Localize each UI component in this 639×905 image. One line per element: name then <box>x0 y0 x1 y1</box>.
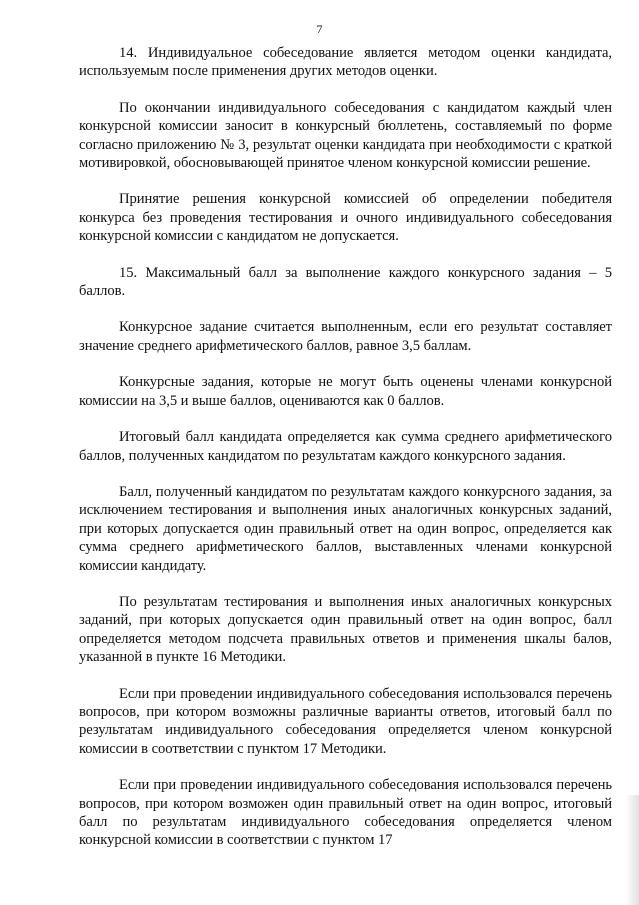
paragraph-zero-score: Конкурсные задания, которые не могут быть оценены членами конкурсной комиссии на 3,5 и выше баллов, оцениваются как 0 баллов. <box>79 374 612 409</box>
paragraph-interview-single-answer: Если при проведении индивидуального собеседования использовался перечень вопросов, при котором возможен один правильный ответ на один вопрос, итоговый балл по результатам индивидуального собеседования определяется членом конкурсной комиссии в соответствии с пунктом 17 <box>79 777 612 849</box>
paragraph-ballot: По окончании индивидуального собеседования с кандидатом каждый член конкурсной комиссии заносит в конкурсный бюллетень, составляемый по форме согласно приложению № 3, результат оценки кандидата при необходимости с краткой мотивировкой, обосновывающей принятое членом конкурсной комиссии решение. <box>79 99 612 172</box>
paragraph-total-score: Итоговый балл кандидата определяется как сумма среднего арифметического баллов, полученных кандидатом по результатам каждого конкурсного задания. <box>79 429 612 464</box>
paragraph-testing-score: По результатам тестирования и выполнения иных аналогичных конкурсных заданий, при которых допускается один правильный ответ на один вопрос, балл определяется методом подсчета правильных ответов и применения шкалы балов, указанной в пункте 16 Методики. <box>79 593 612 666</box>
page-number: 7 <box>316 22 323 36</box>
paragraph-15-max-score: 15. Максимальный балл за выполнение каждого конкурсного задания – 5 баллов. <box>79 264 612 300</box>
document-body <box>79 44 612 868</box>
scan-edge-shadow <box>625 795 639 905</box>
paragraph-14-interview-method: 14. Индивидуальное собеседование является методом оценки кандидата, используемым после применения других методов оценки. <box>79 45 612 80</box>
paragraph-task-score: Балл, полученный кандидатом по результатам каждого конкурсного задания, за исключением тестирования и выполнения иных аналогичных конкурсных заданий, при которых допускается один правильный ответ на один вопрос, определяется как сумма среднего арифметического баллов, выставленных членами конкурсной комиссии кандидату. <box>79 483 612 574</box>
paragraph-decision-restriction: Принятие решения конкурсной комиссией об определении победителя конкурса без проведения тестирования и очного индивидуального собеседования конкурсной комиссии с кандидатом не допускается. <box>79 191 612 245</box>
paragraph-task-completed: Конкурсное задание считается выполненным, если его результат составляет значение среднего арифметического баллов, равное 3,5 баллам. <box>79 319 612 354</box>
paragraph-interview-various-answers: Если при проведении индивидуального собеседования использовался перечень вопросов, при котором возможны различные варианты ответов, итоговый балл по результатам индивидуального собеседования определяется членом конкурсной комиссии в соответствии с пунктом 17 Методики. <box>79 685 612 757</box>
